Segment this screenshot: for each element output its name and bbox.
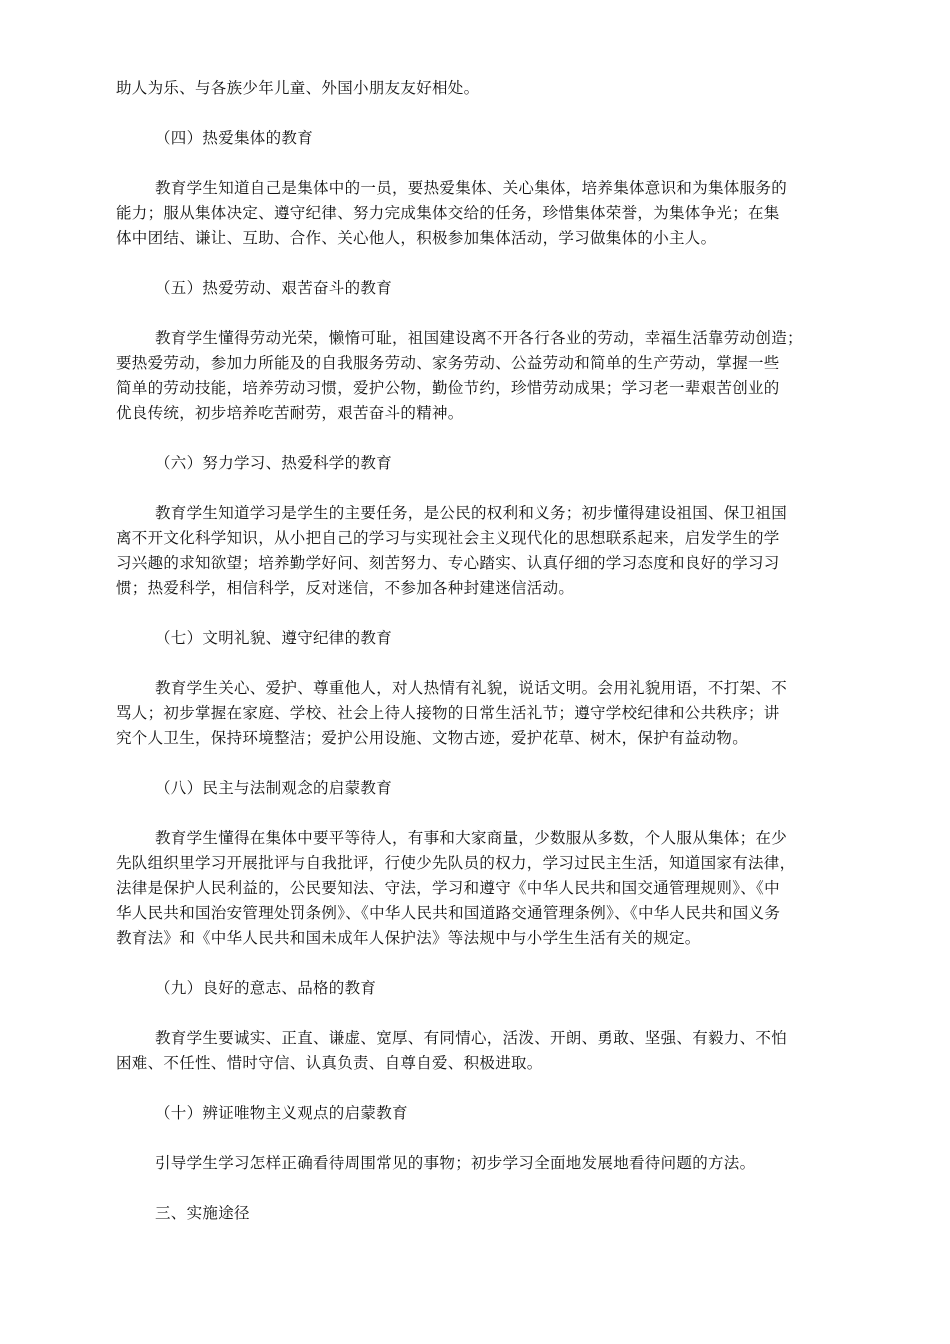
section-body-5 [116, 326, 834, 426]
section-heading-9: （九）良好的意志、品格的教育 [155, 979, 377, 997]
body-line: 教育学生懂得劳动光荣，懒惰可耻，祖国建设离不开各行各业的劳动，幸福生活靠劳动创造； [155, 329, 803, 347]
section-body-8 [116, 826, 834, 951]
body-line: 教育学生知道学习是学生的主要任务，是公民的权利和义务；初步懂得建设祖国、保卫祖国 [155, 504, 788, 522]
body-line: 法律是保护人民利益的，公民要知法、守法，学习和遵守《中华人民共和国交通管理规则》、《中 [116, 879, 780, 897]
section-heading-7: （七）文明礼貌、遵守纪律的教育 [155, 629, 393, 647]
body-line: 华人民共和国治安管理处罚条例》、《中华人民共和国道路交通管理条例》、《中华人民共和国义务 [116, 904, 781, 922]
body-line: 能力；服从集体决定、遵守纪律、努力完成集体交给的任务，珍惜集体荣誉，为集体争光；在集 [116, 204, 780, 222]
section-heading-10: （十）辨证唯物主义观点的启蒙教育 [155, 1104, 408, 1122]
section-body-6 [116, 501, 834, 601]
body-line: 究个人卫生，保持环境整洁；爱护公用设施、文物古迹，爱护花草、树木，保护有益动物。 [116, 729, 749, 747]
body-line: 惯；热爱科学，相信科学，反对迷信，不参加各种封建迷信活动。 [116, 579, 575, 597]
body-line: 体中团结、谦让、互助、合作、关心他人，积极参加集体活动，学习做集体的小主人。 [116, 229, 717, 247]
body-line: 先队组织里学习开展批评与自我批评，行使少先队员的权力，学习过民主生活，知道国家有法律， [116, 854, 796, 872]
body-line: 要热爱劳动，参加力所能及的自我服务劳动、家务劳动、公益劳动和简单的生产劳动，掌握一些 [116, 354, 780, 372]
body-line: 习兴趣的求知欲望；培养勤学好问、刻苦努力、专心踏实、认真仔细的学习态度和良好的学习习 [116, 554, 780, 572]
section-heading-6: （六）努力学习、热爱科学的教育 [155, 454, 393, 472]
section-heading-implementation: 三、实施途径 [155, 1204, 250, 1222]
body-line: 简单的劳动技能，培养劳动习惯，爱护公物，勤俭节约，珍惜劳动成果；学习老一辈艰苦创业的 [116, 379, 780, 397]
body-line: 教育学生关心、爱护、尊重他人，对人热情有礼貌，说话文明。会用礼貌用语，不打架、不 [155, 679, 788, 697]
body-line: 教育学生懂得在集体中要平等待人，有事和大家商量，少数服从多数，个人服从集体；在少 [155, 829, 788, 847]
section-heading-8: （八）民主与法制观念的启蒙教育 [155, 779, 393, 797]
body-line: 骂人；初步掌握在家庭、学校、社会上待人接物的日常生活礼节；遵守学校纪律和公共秩序；讲 [116, 704, 780, 722]
document-page [116, 76, 834, 1251]
body-line: 引导学生学习怎样正确看待周围常见的事物；初步学习全面地发展地看待问题的方法。 [155, 1154, 756, 1172]
section-body-9 [116, 1026, 834, 1076]
continuation-paragraph: 助人为乐、与各族少年儿童、外国小朋友友好相处。 [116, 79, 480, 97]
section-body-10 [116, 1151, 834, 1176]
body-line: 优良传统，初步培养吃苦耐劳，艰苦奋斗的精神。 [116, 404, 464, 422]
section-body-7 [116, 676, 834, 751]
section-heading-4: （四）热爱集体的教育 [155, 129, 314, 147]
body-line: 离不开文化科学知识，从小把自己的学习与实现社会主义现代化的思想联系起来，启发学生的学 [116, 529, 780, 547]
section-body-4 [116, 176, 834, 251]
body-line: 教育学生要诚实、正直、谦虚、宽厚、有同情心，活泼、开朗、勇敢、坚强、有毅力、不怕 [155, 1029, 788, 1047]
section-heading-5: （五）热爱劳动、艰苦奋斗的教育 [155, 279, 393, 297]
body-line: 教育法》和《中华人民共和国未成年人保护法》等法规中与小学生生活有关的规定。 [116, 929, 701, 947]
body-line: 困难、不任性、惜时守信、认真负责、自尊自爱、积极进取。 [116, 1054, 543, 1072]
body-line: 教育学生知道自己是集体中的一员，要热爱集体、关心集体，培养集体意识和为集体服务的 [155, 179, 788, 197]
